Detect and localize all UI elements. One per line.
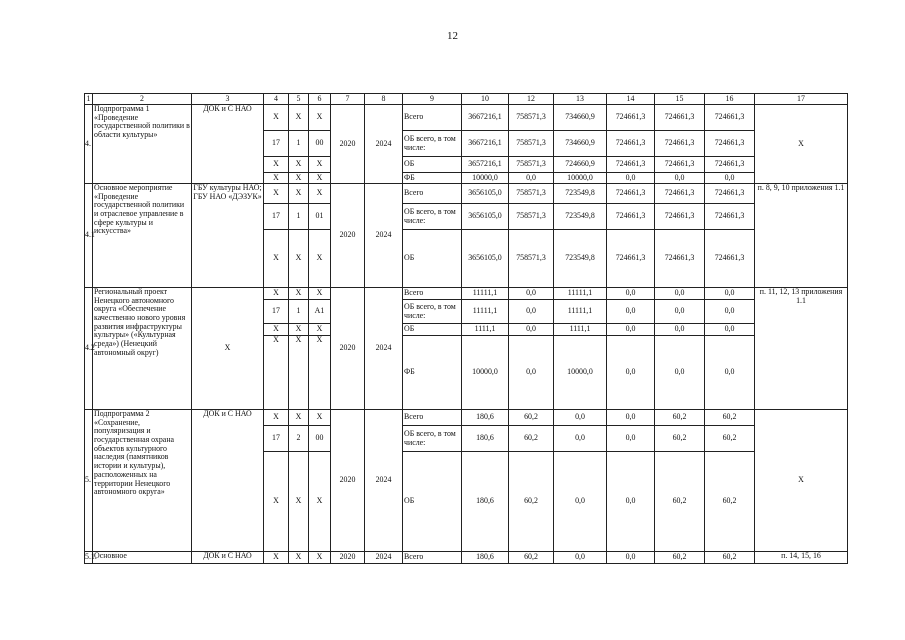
code-cell: Х <box>289 336 309 410</box>
code-cell: Х <box>309 410 331 426</box>
amount-cell: 10000,0 <box>554 173 607 184</box>
executor: ДОК и С НАО <box>192 105 264 184</box>
code-cell: Х <box>309 324 331 336</box>
header-cell: 4 <box>264 94 289 105</box>
amount-cell: 0,0 <box>655 336 705 410</box>
amount-cell: 60,2 <box>655 452 705 552</box>
amount-cell: 1111,1 <box>554 324 607 336</box>
amount-cell: 758571,3 <box>509 131 554 157</box>
executor: ГБУ культуры НАО; ГБУ НАО «ДЭЗУК» <box>192 184 264 288</box>
note-cell: Х <box>755 105 848 184</box>
year-from: 2020 <box>331 288 365 410</box>
amount-cell: 758571,3 <box>509 230 554 288</box>
header-cell: 1 <box>85 94 93 105</box>
code-cell: 2 <box>289 426 309 452</box>
amount-cell: 10000,0 <box>462 336 509 410</box>
code-cell: А1 <box>309 300 331 324</box>
amount-cell: 0,0 <box>607 410 655 426</box>
amount-cell: 3657216,1 <box>462 157 509 173</box>
funding-source: Всего <box>403 410 462 426</box>
code-cell: 01 <box>309 204 331 230</box>
code-cell: 1 <box>289 131 309 157</box>
row-number: 4. <box>85 105 93 184</box>
header-cell: 5 <box>289 94 309 105</box>
funding-source: Всего <box>403 105 462 131</box>
code-cell: Х <box>264 157 289 173</box>
executor: ДОК и С НАО <box>192 552 264 564</box>
amount-cell: 724661,3 <box>607 184 655 204</box>
year-to: 2024 <box>365 288 403 410</box>
amount-cell: 724661,3 <box>705 230 755 288</box>
year-from: 2020 <box>331 184 365 288</box>
amount-cell: 724661,3 <box>705 157 755 173</box>
amount-cell: 758571,3 <box>509 184 554 204</box>
amount-cell: 60,2 <box>509 426 554 452</box>
amount-cell: 0,0 <box>509 336 554 410</box>
amount-cell: 180,6 <box>462 410 509 426</box>
code-cell: Х <box>289 105 309 131</box>
code-cell: Х <box>309 184 331 204</box>
amount-cell: 60,2 <box>705 452 755 552</box>
row-title: Основное мероприятие «Проведение государственной политики и отраслевое управление в сфере культуры и искусства» <box>93 184 192 288</box>
amount-cell: 758571,3 <box>509 204 554 230</box>
code-cell: Х <box>264 105 289 131</box>
code-cell: Х <box>264 336 289 410</box>
header-cell: 8 <box>365 94 403 105</box>
amount-cell: 758571,3 <box>509 157 554 173</box>
table-row <box>85 552 848 564</box>
code-cell: Х <box>309 157 331 173</box>
code-cell: Х <box>289 157 309 173</box>
note-cell: п. 11, 12, 13 приложения 1.1 <box>755 288 848 410</box>
code-cell: Х <box>289 552 309 564</box>
code-cell: Х <box>309 552 331 564</box>
amount-cell: 11111,1 <box>462 288 509 300</box>
amount-cell: 0,0 <box>607 324 655 336</box>
note-cell: Х <box>755 410 848 552</box>
amount-cell: 3667216,1 <box>462 131 509 157</box>
amount-cell: 723549,8 <box>554 184 607 204</box>
table-row <box>85 288 848 300</box>
amount-cell: 0,0 <box>607 426 655 452</box>
executor: ДОК и С НАО <box>192 410 264 552</box>
amount-cell: 0,0 <box>607 552 655 564</box>
code-cell: 1 <box>289 300 309 324</box>
amount-cell: 11111,1 <box>554 288 607 300</box>
code-cell: Х <box>289 410 309 426</box>
header-cell: 6 <box>309 94 331 105</box>
amount-cell: 3656105,0 <box>462 184 509 204</box>
amount-cell: 724661,3 <box>607 230 655 288</box>
amount-cell: 0,0 <box>554 552 607 564</box>
amount-cell: 724661,3 <box>705 131 755 157</box>
amount-cell: 0,0 <box>607 288 655 300</box>
page-number: 12 <box>447 30 458 42</box>
code-cell: Х <box>289 230 309 288</box>
code-cell: Х <box>309 336 331 410</box>
code-cell: Х <box>264 324 289 336</box>
row-number: 5.1. <box>85 552 93 564</box>
amount-cell: 724661,3 <box>655 157 705 173</box>
header-cell: 12 <box>509 94 554 105</box>
amount-cell: 723549,8 <box>554 204 607 230</box>
code-cell: Х <box>264 230 289 288</box>
amount-cell: 724661,3 <box>655 184 705 204</box>
amount-cell: 0,0 <box>554 410 607 426</box>
code-cell: Х <box>264 410 289 426</box>
amount-cell: 3656105,0 <box>462 204 509 230</box>
amount-cell: 3656105,0 <box>462 230 509 288</box>
amount-cell: 724661,3 <box>607 157 655 173</box>
amount-cell: 0,0 <box>655 300 705 324</box>
amount-cell: 724661,3 <box>705 184 755 204</box>
amount-cell: 0,0 <box>705 173 755 184</box>
header-cell: 16 <box>705 94 755 105</box>
amount-cell: 734660,9 <box>554 105 607 131</box>
year-from: 2020 <box>331 410 365 552</box>
table-row <box>85 410 848 426</box>
amount-cell: 0,0 <box>655 324 705 336</box>
funding-source: ОБ <box>403 157 462 173</box>
amount-cell: 0,0 <box>554 452 607 552</box>
code-cell: 1 <box>289 204 309 230</box>
note-cell: п. 8, 9, 10 приложения 1.1 <box>755 184 848 288</box>
amount-cell: 724661,3 <box>607 204 655 230</box>
amount-cell: 724660,9 <box>554 157 607 173</box>
amount-cell: 724661,3 <box>655 230 705 288</box>
code-cell: Х <box>264 288 289 300</box>
code-cell: 17 <box>264 300 289 324</box>
row-number: 4.1 <box>85 184 93 288</box>
amount-cell: 758571,3 <box>509 105 554 131</box>
row-number: 4.2 <box>85 288 93 410</box>
code-cell: Х <box>289 173 309 184</box>
header-cell: 9 <box>403 94 462 105</box>
code-cell: Х <box>309 173 331 184</box>
amount-cell: 0,0 <box>607 452 655 552</box>
header-cell: 14 <box>607 94 655 105</box>
amount-cell: 60,2 <box>655 426 705 452</box>
amount-cell: 180,6 <box>462 552 509 564</box>
code-cell: Х <box>309 452 331 552</box>
amount-cell: 0,0 <box>705 336 755 410</box>
code-cell: Х <box>289 452 309 552</box>
amount-cell: 60,2 <box>705 426 755 452</box>
code-cell: Х <box>264 173 289 184</box>
amount-cell: 3667216,1 <box>462 105 509 131</box>
amount-cell: 60,2 <box>509 410 554 426</box>
header-cell: 13 <box>554 94 607 105</box>
code-cell: 00 <box>309 131 331 157</box>
amount-cell: 60,2 <box>655 410 705 426</box>
amount-cell: 724661,3 <box>705 105 755 131</box>
program-funding-table <box>84 93 848 564</box>
year-to: 2024 <box>365 552 403 564</box>
amount-cell: 0,0 <box>607 336 655 410</box>
year-to: 2024 <box>365 105 403 184</box>
amount-cell: 60,2 <box>705 552 755 564</box>
row-number: 5. <box>85 410 93 552</box>
amount-cell: 60,2 <box>705 410 755 426</box>
funding-source: ОБ <box>403 230 462 288</box>
amount-cell: 10000,0 <box>554 336 607 410</box>
code-cell: Х <box>309 105 331 131</box>
amount-cell: 60,2 <box>655 552 705 564</box>
amount-cell: 0,0 <box>655 173 705 184</box>
header-cell: 2 <box>93 94 192 105</box>
code-cell: Х <box>289 288 309 300</box>
funding-source: ОБ всего, в том числе: <box>403 426 462 452</box>
code-cell: 00 <box>309 426 331 452</box>
header-cell: 17 <box>755 94 848 105</box>
amount-cell: 180,6 <box>462 452 509 552</box>
table-row <box>85 105 848 131</box>
code-cell: Х <box>289 324 309 336</box>
header-cell: 10 <box>462 94 509 105</box>
amount-cell: 0,0 <box>705 324 755 336</box>
funding-source: Всего <box>403 552 462 564</box>
amount-cell: 0,0 <box>509 300 554 324</box>
amount-cell: 1111,1 <box>462 324 509 336</box>
amount-cell: 0,0 <box>509 288 554 300</box>
funding-source: ФБ <box>403 173 462 184</box>
amount-cell: 734660,9 <box>554 131 607 157</box>
code-cell: Х <box>289 184 309 204</box>
funding-source: ОБ всего, в том числе: <box>403 204 462 230</box>
row-title: Подпрограмма 2 «Сохранение, популяризация и государственная охрана объектов культурного наследия (памятников истории и культуры), расположенных на территории Ненецкого автономного округа» <box>93 410 192 552</box>
year-from: 2020 <box>331 552 365 564</box>
funding-source: ОБ всего, в том числе: <box>403 300 462 324</box>
amount-cell: 724661,3 <box>607 105 655 131</box>
code-cell: 17 <box>264 204 289 230</box>
row-title: Основное <box>93 552 192 564</box>
executor: Х <box>192 288 264 410</box>
amount-cell: 724661,3 <box>655 131 705 157</box>
header-row <box>85 94 848 105</box>
code-cell: Х <box>264 184 289 204</box>
amount-cell: 724661,3 <box>705 204 755 230</box>
funding-source: Всего <box>403 184 462 204</box>
amount-cell: 0,0 <box>509 173 554 184</box>
amount-cell: 11111,1 <box>554 300 607 324</box>
amount-cell: 0,0 <box>655 288 705 300</box>
funding-source: ОБ всего, в том числе: <box>403 131 462 157</box>
code-cell: Х <box>309 230 331 288</box>
year-to: 2024 <box>365 410 403 552</box>
amount-cell: 0,0 <box>705 300 755 324</box>
table-row <box>85 184 848 204</box>
amount-cell: 724661,3 <box>607 131 655 157</box>
amount-cell: 60,2 <box>509 452 554 552</box>
amount-cell: 60,2 <box>509 552 554 564</box>
amount-cell: 180,6 <box>462 426 509 452</box>
year-to: 2024 <box>365 184 403 288</box>
row-title: Региональный проект Ненецкого автономного округа «Обеспечение качественно нового уровня развития инфраструктуры культуры» («Культурная среда») (Ненецкий автономный округ) <box>93 288 192 410</box>
amount-cell: 0,0 <box>509 324 554 336</box>
amount-cell: 724661,3 <box>655 204 705 230</box>
code-cell: 17 <box>264 131 289 157</box>
funding-source: Всего <box>403 288 462 300</box>
amount-cell: 723549,8 <box>554 230 607 288</box>
code-cell: Х <box>264 552 289 564</box>
header-cell: 7 <box>331 94 365 105</box>
amount-cell: 0,0 <box>607 173 655 184</box>
amount-cell: 0,0 <box>554 426 607 452</box>
amount-cell: 0,0 <box>705 288 755 300</box>
code-cell: Х <box>309 288 331 300</box>
note-cell: п. 14, 15, 16 <box>755 552 848 564</box>
funding-source: ФБ <box>403 336 462 410</box>
amount-cell: 724661,3 <box>655 105 705 131</box>
funding-source: ОБ <box>403 324 462 336</box>
amount-cell: 10000,0 <box>462 173 509 184</box>
code-cell: Х <box>264 452 289 552</box>
header-cell: 15 <box>655 94 705 105</box>
header-cell: 3 <box>192 94 264 105</box>
amount-cell: 11111,1 <box>462 300 509 324</box>
code-cell: 17 <box>264 426 289 452</box>
funding-source: ОБ <box>403 452 462 552</box>
row-title: Подпрограмма 1 «Проведение государственной политики в области культуры» <box>93 105 192 184</box>
amount-cell: 0,0 <box>607 300 655 324</box>
year-from: 2020 <box>331 105 365 184</box>
